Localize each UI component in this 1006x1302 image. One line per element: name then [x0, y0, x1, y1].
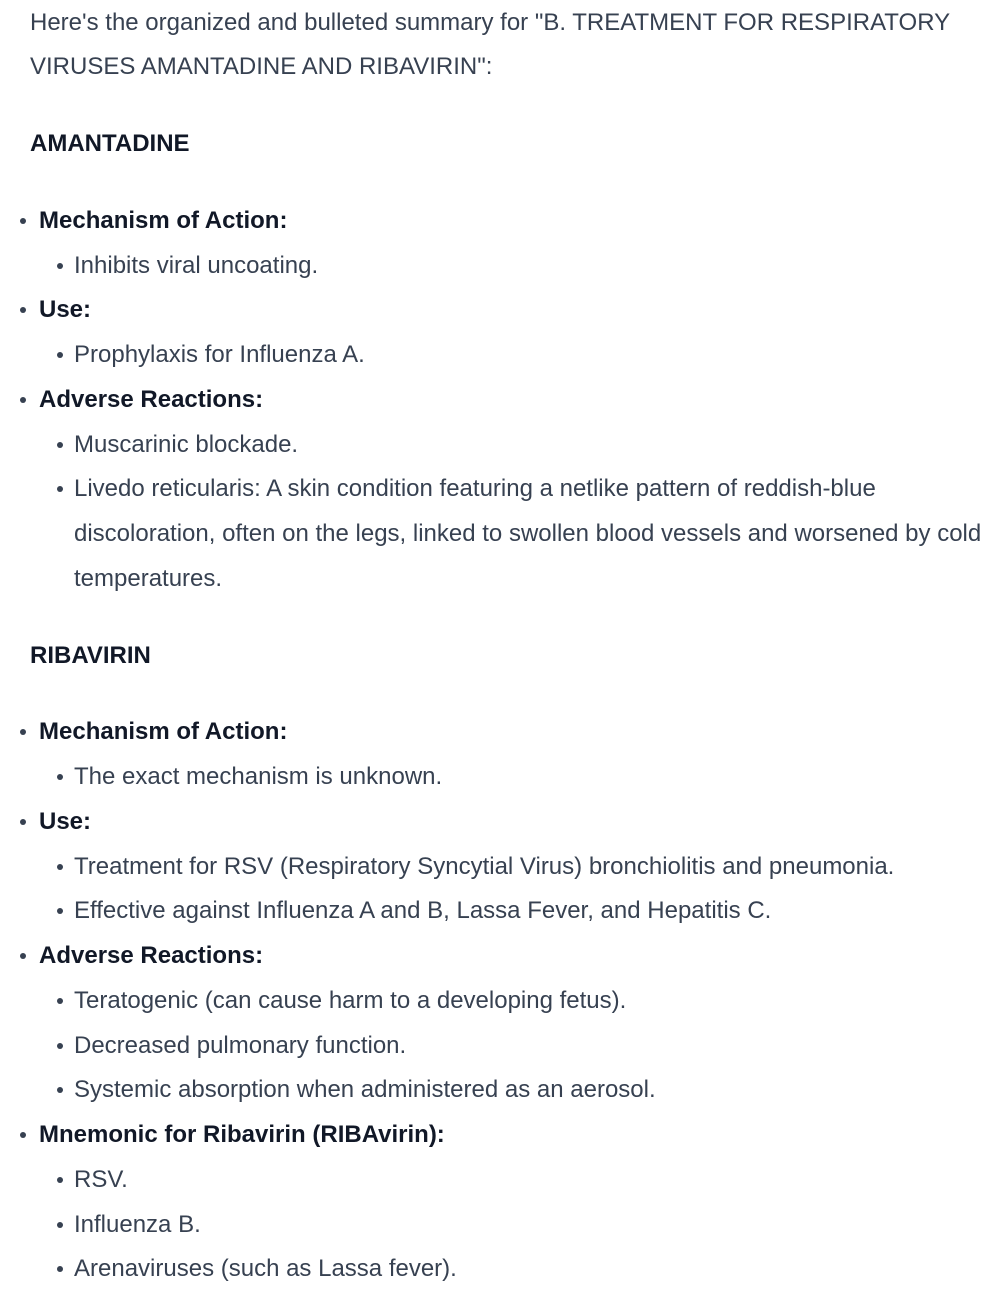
item-label: Use: — [39, 296, 92, 324]
list-item — [20, 199, 986, 289]
item-label: Use: — [39, 807, 92, 835]
list-item — [20, 934, 986, 1113]
section-heading: RIBAVIRIN — [30, 641, 151, 669]
sub-list-item: RSV. — [39, 1158, 986, 1203]
sub-list-item: The exact mechanism is unknown. — [39, 755, 986, 800]
sub-list-item: Arenaviruses (such as Lassa fever). — [39, 1247, 986, 1292]
sub-list-item: Treatment for RSV (Respiratory Syncytial Virus) bronchiolitis and pneumonia. — [39, 845, 986, 890]
sections — [30, 122, 986, 1292]
list-item — [20, 800, 986, 934]
sub-list — [39, 979, 986, 1113]
item-label: Mechanism of Action: — [39, 718, 288, 746]
sub-list — [39, 333, 986, 378]
sub-list-item: Influenza B. — [39, 1203, 986, 1248]
list-item — [20, 378, 986, 602]
sub-list — [39, 423, 986, 602]
item-label: Mechanism of Action: — [39, 206, 288, 234]
sub-list-item: Decreased pulmonary function. — [39, 1024, 986, 1069]
sub-list-item: Teratogenic (can cause harm to a developing fetus). — [39, 979, 986, 1024]
item-label: Mnemonic for Ribavirin (RIBAvirin): — [39, 1121, 445, 1148]
list-item — [20, 1113, 986, 1292]
sub-list-item: Muscarinic blockade. — [39, 423, 986, 468]
sub-list-item: Inhibits viral uncoating. — [39, 244, 986, 289]
sub-list — [39, 1158, 986, 1292]
section-list — [20, 710, 986, 1292]
section-heading: AMANTADINE — [30, 130, 190, 157]
intro-paragraph: Here's the organized and bulleted summary for "B. TREATMENT FOR RESPIRATORY VIRUSES AMANTADINE AND RIBAVIRIN": — [30, 8, 950, 81]
item-label: Adverse Reactions: — [39, 385, 264, 413]
list-item — [20, 288, 986, 378]
sub-list-item: Effective against Influenza A and B, Lassa Fever, and Hepatitis C. — [39, 889, 986, 934]
sub-list — [39, 244, 986, 289]
sub-list-item: Systemic absorption when administered as an aerosol. — [39, 1068, 986, 1113]
sub-list — [39, 755, 986, 800]
list-item — [20, 710, 986, 800]
sub-list — [39, 845, 986, 935]
section-list — [20, 199, 986, 602]
sub-list-item: Livedo reticularis: A skin condition featuring a netlike pattern of reddish-blue discoloration, often on the legs, linked to swollen blood vessels and worsened by cold temperatures. — [39, 467, 986, 601]
item-label: Adverse Reactions: — [39, 942, 264, 969]
sub-list-item: Prophylaxis for Influenza A. — [39, 333, 986, 378]
